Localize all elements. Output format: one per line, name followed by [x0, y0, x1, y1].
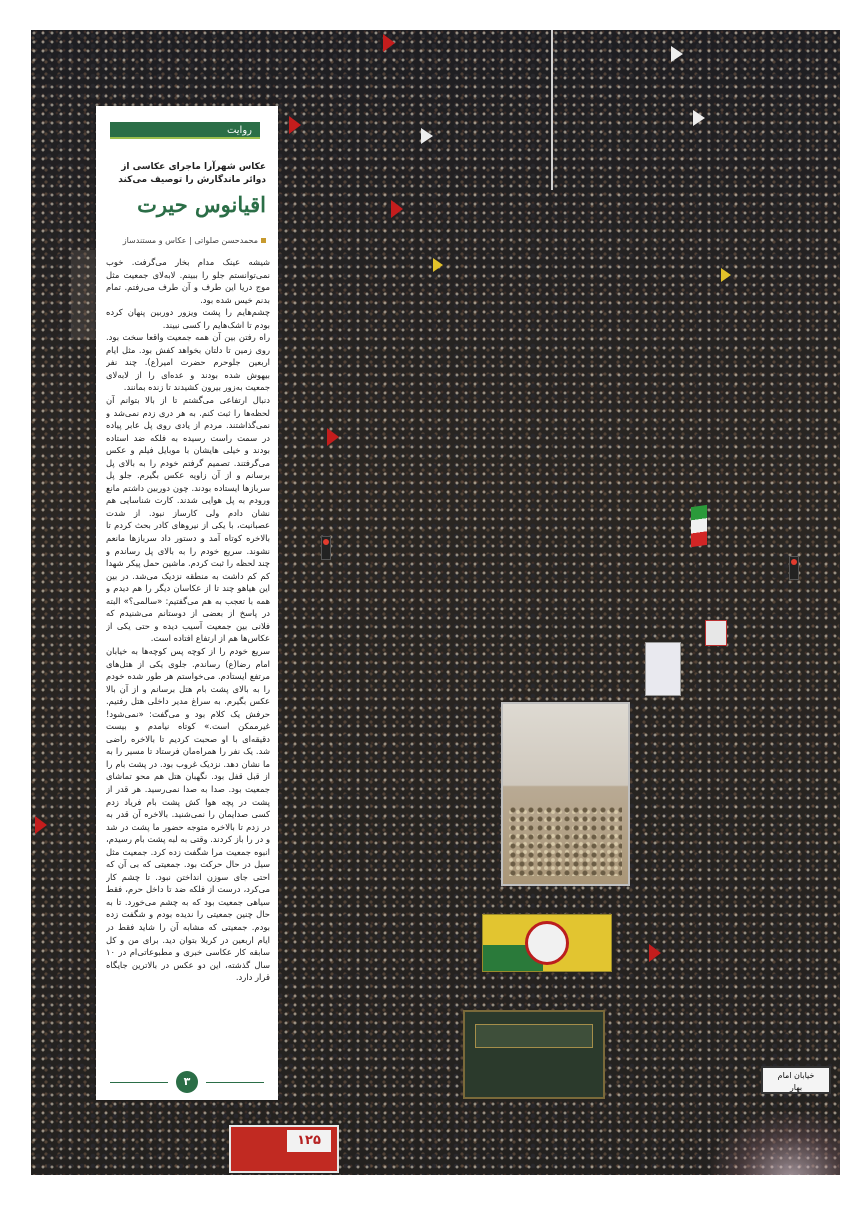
paragraph: دنبال ارتفاعی می‌گشتم تا از بالا بتوانم آن لحظه‌ها را ثبت کنم. به هر دری زدم نمی‌شد و نمی‌گذاشتند. مردم از یادی روی پل عابر پیاده در سمت راست رسیده به فلکه ضد استاده بودند و خیلی هایشان با موبایل فیلم و عکس می‌گرفتند. تصمیم گرفتم خودم را به بالای پل برسانم و از آن زاویه عکس بگیرم. جلو پل سربازها ایستاده بودند. چون دوربین داشتم مانع ورودم به پل هوایی شدند. کارت شناسایی هم نشان دادم ولی کارساز نبود. از شدت عصبانیت، با یکی از نیروهای کادر بحث کردم تا بالاخره کوتاه آمد و دستور داد سربازها مانعم نشوند. سریع خودم را به بالای پل رساندم و چند لحظه را ثبت کردم. ماشین حمل پیکر شهدا کم کم داشت به منطقه نزدیک می‌شد. در بین این هیاهو چند تا از عکاسان دیگر را هم دیدم و همه با تعجب به هم می‌گفتیم: «سالمی؟» البته در پاسخ از بعضی از دوستانم می‌شنیدم که فلانی بین جمعیت آسیب دیده و حتی یکی از عکاس‌ها هم از ارتفاع افتاده است. — [106, 395, 270, 644]
article-title: اقیانوس حیرت — [137, 192, 266, 217]
blossom-tree — [711, 1112, 840, 1175]
portrait-banner — [482, 914, 612, 972]
paragraph: چشم‌هایم را پشت ویزور دوربین پنهان کرده بودم تا اشک‌هایم را کسی نبیند. — [106, 307, 270, 330]
street-sign-subtext: بهار — [789, 1083, 803, 1092]
text-sidebar — [96, 106, 278, 1100]
truck-crowd — [509, 806, 622, 876]
red-flag — [391, 200, 403, 218]
paragraph: شیشه عینک مدام بخار می‌گرفت. خوب نمی‌توانستم جلو را ببینم. لابه‌لای جمعیت مثل موج دریا این طرف و آن طرف می‌رفتم. تمام بدنم خیس شده بود. — [106, 257, 270, 305]
page-number: ۳ — [176, 1071, 198, 1093]
placard — [645, 642, 681, 696]
byline-square-icon — [261, 238, 266, 243]
coffin-plaque — [475, 1024, 593, 1048]
folio-rule-left — [110, 1082, 168, 1083]
section-label: روایت — [110, 122, 260, 139]
white-flag — [693, 110, 705, 126]
paragraph: راه رفتن بین آن همه جمعیت واقعا سخت بود. روی زمین تا دلتان بخواهد کفش بود. مثل ایام اربعین جلوحرم حضرت امیر(ع). چند نفر بیهوش شده بودند و عده‌ای را از لابه‌لای جمعیت به‌زور بیرون کشیدند تا زنده بمانند. — [106, 332, 270, 393]
lamp-pole — [551, 30, 553, 190]
traffic-light — [321, 536, 331, 560]
red-flag — [35, 816, 47, 834]
folio-rule-right — [206, 1082, 264, 1083]
traffic-light — [789, 556, 799, 580]
coffin-vehicle — [463, 1010, 605, 1099]
banner-portrait — [525, 921, 569, 965]
kicker: عکاس شهرآرا ماجرای عکاسی از دوائر ماندگارش را توصیف می‌کند — [118, 162, 266, 185]
white-flag — [671, 46, 683, 62]
article-body — [106, 256, 270, 1068]
red-flag — [327, 428, 339, 446]
road-sign — [705, 620, 727, 646]
yellow-flag — [433, 258, 443, 272]
paragraph: سریع خودم را از کوچه پس کوچه‌ها به خیابان امام رضا(ع) رساندم. جلوی یکی از هتل‌های مرتفع ایستادم. می‌خواستم هر طور شده خودم را به بالای پشت بام هتل برسانم و از آن بالا عکس بگیرم. به سراغ مدیر داخلی هتل رفتیم. حرفش یک کلام بود و می‌گفت: «نمی‌شود! غیرممکن است.» کوتاه نیامدم و بیست دقیقه‌ای با او صحبت کردیم تا بالاخره راضی شد. یک نفر را همراه‌مان فرستاد تا مسیر را به ما نشان دهد. نزدیک غروب بود. در پشت بام را از قبل قفل بود. نگهبان هتل هم محو تماشای جمعیت بود. صدا به صدا نمی‌رسید. هر قدر از پشت در پچه هوا کش پشت بام فریاد زدم کسی صدایمان را نمی‌شنید. بالاخره آن قدر به در زدم تا بالاخره متوجه حضور ما پشت در شد و در را باز کردند. وقتی به لبه پشت بام رسیدم، انبوه جمعیت مرا شگفت زده کرد. جمعیت مثل سیل در حال حرکت بود. جمعیتی که بی آن که احتی جای سوزن انداختن نبود. تا چشم کار می‌کرد، درست از فلکه ضد تا داخل حرم، فقط سیاهی جمعیت بود که به چشم می‌خورد. تا به حال چنین جمعیتی را ندیده بودم و شگفت زده بودم. جمعیتی که مشابه آن را شاید فقط در ایام اربعین در کربلا بتوان دید. برای من و کل سابقه کار عکاسی خبری و مطبوعاتی‌ام در ۱۰ سال گذشته، این دو عکس در بالاترین جایگاه قرار دارد. — [106, 645, 270, 983]
yellow-flag — [721, 268, 731, 282]
street-sign — [761, 1066, 831, 1094]
red-flag — [289, 116, 301, 134]
street-sign-text: خیابان امام — [777, 1071, 815, 1080]
byline-text: محمدحسن صلواتی | عکاس و مستندساز — [122, 236, 258, 245]
red-flag — [649, 944, 661, 962]
bus-number: ۱۲۵ — [287, 1130, 331, 1152]
funeral-truck — [501, 702, 630, 886]
byline — [106, 235, 266, 247]
white-flag — [421, 128, 433, 144]
red-flag — [383, 34, 395, 52]
iran-flag — [691, 505, 707, 547]
